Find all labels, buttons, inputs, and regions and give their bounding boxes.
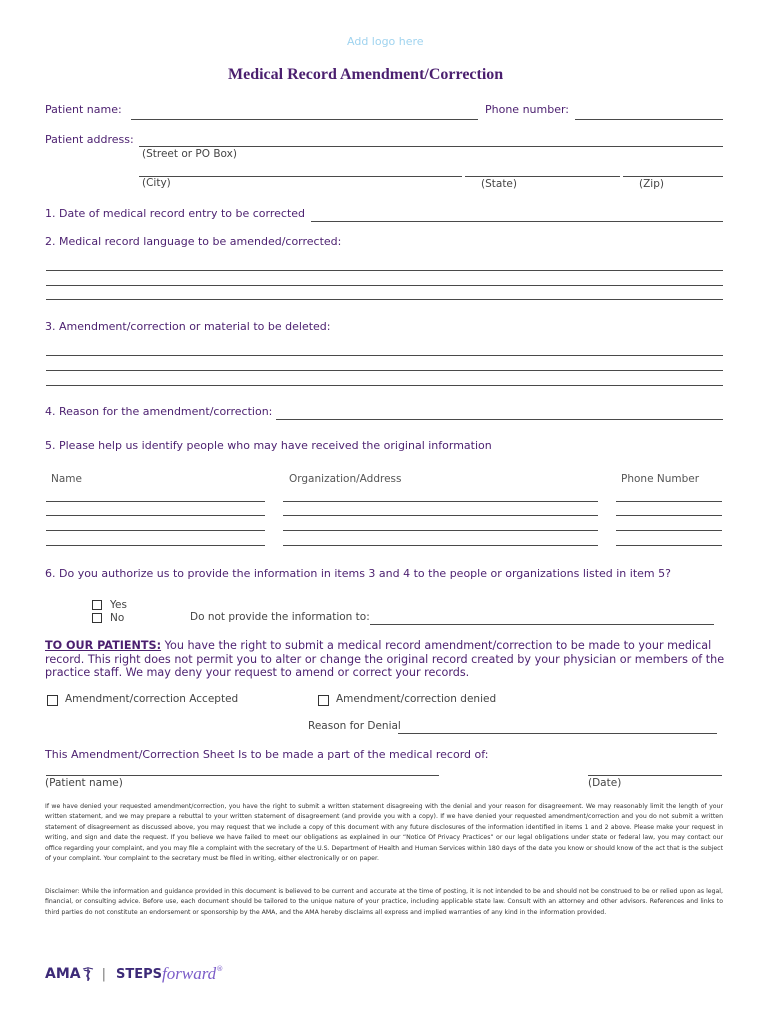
do-not-provide-field[interactable] — [370, 624, 714, 625]
zip-field[interactable] — [623, 176, 723, 177]
zip-hint: (Zip) — [639, 178, 664, 190]
city-field[interactable] — [139, 176, 462, 177]
steps-wordmark: STEPS — [116, 966, 163, 982]
recipient-phone-field[interactable] — [616, 530, 722, 531]
column-phone-header: Phone Number — [621, 473, 700, 485]
question-3-line-1[interactable] — [46, 355, 723, 356]
question-3-line-2[interactable] — [46, 370, 723, 371]
logo-placeholder[interactable]: Add logo here — [347, 35, 424, 48]
date-hint: (Date) — [588, 777, 622, 789]
do-not-provide-label: Do not provide the information to: — [190, 611, 370, 623]
reason-for-denial-label: Reason for Denial — [308, 720, 401, 732]
patients-notice — [45, 639, 725, 680]
reason-for-denial-field[interactable] — [398, 733, 717, 734]
state-field[interactable] — [465, 176, 620, 177]
question-2-line-2[interactable] — [46, 285, 723, 286]
patients-notice-body: You have the right to submit a medical record amendment/correction to be made to your medical record. This right does not permit you to alter or change the original record created by your physician or members of the practice staff. We may deny your request to amend or correct your records. — [45, 639, 725, 679]
question-4-field[interactable] — [276, 419, 723, 420]
city-hint: (City) — [142, 177, 171, 189]
question-1-label: 1. Date of medical record entry to be corrected — [45, 207, 306, 220]
question-3-line-3[interactable] — [46, 385, 723, 386]
patients-notice-heading: TO OUR PATIENTS: — [45, 639, 162, 652]
recipient-name-field[interactable] — [46, 515, 265, 516]
question-3-label: 3. Amendment/correction or material to be deleted: — [45, 320, 331, 333]
question-2-label: 2. Medical record language to be amended/corrected: — [45, 235, 342, 248]
page-title: Medical Record Amendment/Correction — [228, 66, 504, 83]
trademark-symbol: ® — [216, 965, 224, 973]
patient-name-hint: (Patient name) — [45, 777, 123, 789]
patient-name-label: Patient name: — [45, 103, 122, 116]
column-name-header: Name — [51, 473, 82, 485]
patient-address-label: Patient address: — [45, 133, 134, 146]
yes-checkbox[interactable] — [92, 600, 102, 610]
no-checkbox[interactable] — [92, 613, 102, 623]
patient-name-field[interactable] — [131, 119, 478, 120]
no-label: No — [110, 612, 125, 624]
street-field[interactable] — [139, 146, 723, 147]
question-2-line-1[interactable] — [46, 270, 723, 271]
denied-checkbox[interactable] — [318, 695, 329, 706]
disclaimer-paragraph: Disclaimer: While the information and guidance provided in this document is believed to be current and accurate at the time of posting, it is not intended to be and should not be construed to be or relied upon as legal, financial, or consulting advice. Before use, each document should be tailored to the unique nature of your practice, including applicable state law. Consult with an attorney and other advisors. References and links to third parties do not constitute an endorsement or sponsorship by the AMA, and the AMA hereby disclaims all express and implied warranties of any kind in the information provided. — [45, 888, 723, 916]
brand-separator: | — [101, 966, 106, 982]
question-1-field[interactable] — [311, 221, 723, 222]
denied-label: Amendment/correction denied — [336, 693, 497, 705]
state-hint: (State) — [481, 178, 517, 190]
recipient-name-field[interactable] — [46, 530, 265, 531]
ama-caduceus-icon — [82, 966, 94, 982]
brand-footer — [45, 962, 223, 986]
column-organization-header: Organization/Address — [289, 473, 402, 485]
date-field[interactable] — [588, 775, 722, 776]
phone-number-field[interactable] — [575, 119, 723, 120]
question-5-label: 5. Please help us identify people who may have received the original information — [45, 439, 492, 452]
yes-label: Yes — [110, 599, 127, 611]
phone-number-label: Phone number: — [485, 103, 570, 116]
sheet-statement: This Amendment/Correction Sheet Is to be made a part of the medical record of: — [45, 748, 489, 761]
accepted-label: Amendment/correction Accepted — [65, 693, 239, 705]
recipient-organization-field[interactable] — [283, 530, 598, 531]
forward-wordmark: forward — [162, 964, 217, 983]
question-6-label: 6. Do you authorize us to provide the information in items 3 and 4 to the people or organizations listed in item 5? — [45, 567, 671, 580]
recipient-organization-field[interactable] — [283, 515, 598, 516]
recipient-phone-field[interactable] — [616, 501, 722, 502]
patient-name-signature-field[interactable] — [46, 775, 439, 776]
recipient-phone-field[interactable] — [616, 545, 722, 546]
rights-paragraph: If we have denied your requested amendment/correction, you have the right to submit a written statement disagreeing with the denial and your reason for disagreement. We may reasonably limit the length of your written statement, and we may prepare a rebuttal to your written statement of disagreement (and provide you with a copy). If we have denied your requested amendment/correction and you do not submit a written statement of disagreement as discussed above, you may request that we include a copy of this document with any future disclosures of the information identified in items 1 and 2 above. Please make your request in writing, and sign and date the request. If you believe we have failed to meet our obligations as explained in our “Notice Of Privacy Practices” or our legal obligations under state or federal law, you may contact our office regarding your complaint, and you may file a complaint with the secretary of the U.S. Department of Health and Human Services within 180 days of the date you know or should know of the act that is the subject of your complaint. Your complaint to the secretary must be filed in writing, either electronically or on paper. — [45, 803, 723, 863]
question-4-label: 4. Reason for the amendment/correction: — [45, 405, 273, 418]
recipient-organization-field[interactable] — [283, 545, 598, 546]
recipient-organization-field[interactable] — [283, 501, 598, 502]
accepted-checkbox[interactable] — [47, 695, 58, 706]
street-hint: (Street or PO Box) — [142, 148, 237, 160]
ama-wordmark: AMA — [45, 966, 81, 982]
recipient-name-field[interactable] — [46, 501, 265, 502]
question-2-line-3[interactable] — [46, 299, 723, 300]
recipient-name-field[interactable] — [46, 545, 265, 546]
recipient-phone-field[interactable] — [616, 515, 722, 516]
